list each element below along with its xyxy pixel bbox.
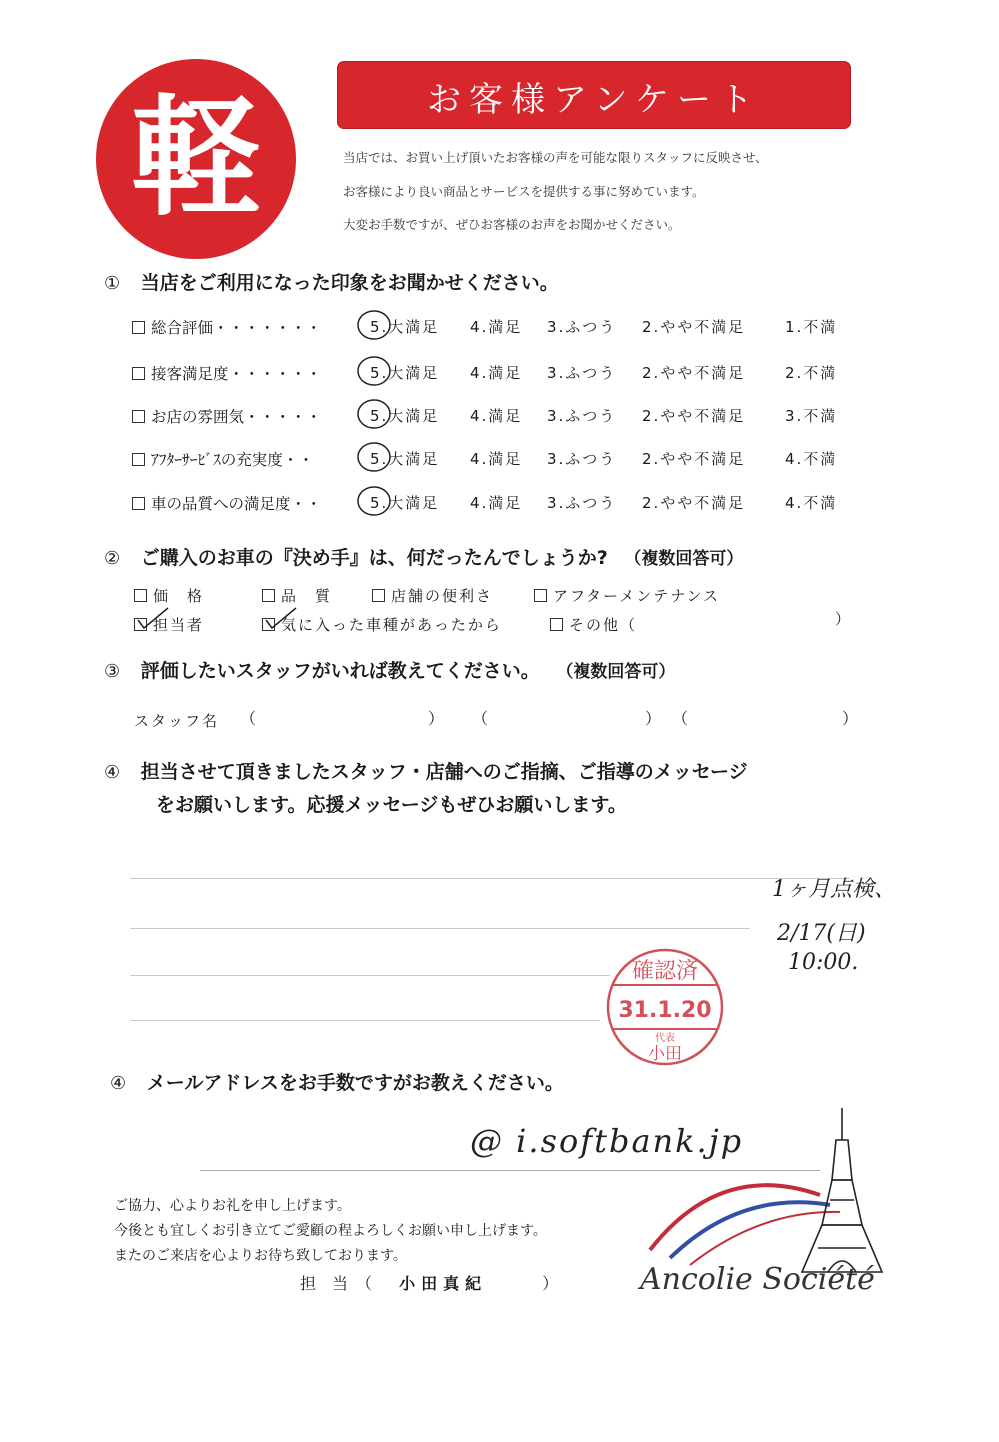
tanto-name: 小田真紀 <box>399 1274 488 1293</box>
q1-row-label-text: 総合評価・・・・・・・ <box>151 319 322 337</box>
q2-opt-staff-label: 担当者 <box>153 616 205 634</box>
checkbox[interactable] <box>132 367 145 380</box>
q1-row-label[interactable] <box>132 362 322 384</box>
check-mark-icon <box>134 606 174 634</box>
q1-option-o2[interactable]: 2.やや不満足 <box>642 407 746 425</box>
q4-line-2: をお願いします。応援メッセージもぜひお願いします。 <box>156 794 627 816</box>
q5-title: メールアドレスをお手数ですがお教えください。 <box>146 1072 564 1094</box>
eiffel-tower-icon <box>802 1108 882 1272</box>
kei-logo <box>92 55 300 263</box>
stamp-date: 31.1.20 <box>618 998 712 1023</box>
stamp-mid: 代表 <box>655 1033 675 1044</box>
q2-opt-other[interactable] <box>550 614 637 635</box>
q4-number: ④ <box>104 762 121 783</box>
message-line <box>130 975 610 976</box>
q1-number: ① <box>104 273 121 294</box>
checkbox[interactable] <box>134 589 147 602</box>
q1-option-o4[interactable]: 4.満足 <box>470 407 523 425</box>
q1-title: 当店をご利用になった印象をお聞かせください。 <box>140 272 559 294</box>
q1-option-o3[interactable]: 3.ふつう <box>547 450 617 468</box>
q4-line-1: 担当させて頂きましたスタッフ・店舗へのご指摘、ご指導のメッセージ <box>140 761 748 783</box>
message-handwriting-2: 2/17(日) <box>777 921 866 946</box>
q1-option-o1[interactable]: 1.不満 <box>785 318 838 336</box>
q5-heading <box>110 1068 564 1095</box>
q1-option-o5[interactable]: 5.大満足 <box>370 364 440 382</box>
q5-number: ④ <box>110 1073 127 1094</box>
q1-option-o2[interactable]: 2.やや不満足 <box>642 364 746 382</box>
q3-title: 評価したいスタッフがいれば教えてください。 <box>140 660 540 682</box>
message-line <box>130 928 750 929</box>
q3-heading <box>104 656 675 683</box>
q1-heading <box>104 268 559 295</box>
q1-option-o1[interactable]: 2.不満 <box>785 364 838 382</box>
q2-opt-convenience[interactable] <box>372 585 493 606</box>
q2-number: ② <box>104 548 121 569</box>
q1-row-label[interactable] <box>132 448 314 470</box>
selected-circle-icon <box>354 308 394 342</box>
q1-option-o3[interactable]: 3.ふつう <box>547 318 617 336</box>
checkbox[interactable] <box>372 589 385 602</box>
q2-opt-price[interactable] <box>134 585 204 606</box>
q1-row-label[interactable] <box>132 405 322 427</box>
staff-paren-close-2: ） <box>645 709 662 728</box>
intro-line-2: お客様により良い商品とサービスを提供する事に努めています。 <box>343 184 705 199</box>
selected-circle-icon <box>354 397 394 431</box>
q1-option-o5[interactable]: 5.大満足 <box>370 318 440 336</box>
brand-name: Ancolie Société <box>640 1262 875 1297</box>
q1-row-label-text: ｱﾌﾀｰｻｰﾋﾞｽの充実度・・ <box>151 451 314 469</box>
intro-line-1: 当店では、お買い上げ頂いたお客様の声を可能な限りスタッフに反映させ、 <box>343 150 768 165</box>
staff-paren-close-3: ） <box>842 709 859 728</box>
q1-option-o3[interactable]: 3.ふつう <box>547 494 617 512</box>
q2-opt-maintenance-label: アフターメンテナンス <box>553 587 721 605</box>
q2-opt-convenience-label: 店舗の便利さ <box>391 587 494 605</box>
q1-option-o4[interactable]: 4.満足 <box>470 364 523 382</box>
q1-option-o2[interactable]: 2.やや不満足 <box>642 494 746 512</box>
q1-row-label-text: お店の雰囲気・・・・・ <box>151 408 322 426</box>
q1-option-o5[interactable]: 5.大満足 <box>370 407 440 425</box>
checkbox[interactable] <box>132 453 145 466</box>
checkbox[interactable] <box>550 618 563 631</box>
checkbox[interactable] <box>132 410 145 423</box>
tanto-label: 担 当 （ <box>300 1274 373 1293</box>
message-handwriting-1: 1ヶ月点検、 <box>772 877 896 902</box>
page-title: お客様アンケート <box>427 80 761 120</box>
intro-line-3: 大変お手数ですが、ぜひお客様のお声をお聞かせください。 <box>343 217 681 232</box>
q1-option-o3[interactable]: 3.ふつう <box>547 407 617 425</box>
q1-option-o4[interactable]: 4.満足 <box>470 318 523 336</box>
q2-other-close: ） <box>835 610 853 628</box>
q1-option-o2[interactable]: 2.やや不満足 <box>642 450 746 468</box>
footer-line-1: ご協力、心よりお礼を申し上げます。 <box>114 1198 351 1214</box>
title-banner <box>338 62 850 128</box>
selected-circle-icon <box>354 354 394 388</box>
q4-heading <box>104 757 748 784</box>
checkbox[interactable] <box>132 497 145 510</box>
q1-row-label-text: 車の品質への満足度・・ <box>151 495 322 513</box>
q1-option-o1[interactable]: 3.不満 <box>785 407 838 425</box>
selected-circle-icon <box>354 440 394 474</box>
q1-option-o2[interactable]: 2.やや不満足 <box>642 318 746 336</box>
kei-logo-char: 軽 <box>130 82 262 234</box>
message-line <box>130 1020 600 1021</box>
q1-option-o4[interactable]: 4.満足 <box>470 494 523 512</box>
message-handwriting-3: 10:00. <box>788 950 859 975</box>
q2-opt-quality[interactable] <box>262 585 332 606</box>
tanto-row <box>300 1271 558 1294</box>
q1-option-o3[interactable]: 3.ふつう <box>547 364 617 382</box>
selected-circle-icon <box>354 484 394 518</box>
q1-option-o4[interactable]: 4.満足 <box>470 450 523 468</box>
message-line <box>130 878 850 879</box>
q2-heading <box>104 543 743 570</box>
staff-paren-open-1: （ <box>240 709 257 728</box>
q2-opt-other-label: その他（ <box>569 616 638 634</box>
checkbox[interactable] <box>132 321 145 334</box>
q2-subtitle: （複数回答可） <box>624 549 744 569</box>
q2-title: ご購入のお車の『決め手』は、何だったんでしょうか? <box>140 547 608 569</box>
staff-paren-close-1: ） <box>428 709 445 728</box>
q2-opt-quality-label: 品 質 <box>281 587 333 605</box>
footer-line-3: またのご来店を心よりお待ち致しております。 <box>114 1248 407 1264</box>
q1-option-o1[interactable]: 4.不満 <box>785 450 838 468</box>
checkbox[interactable] <box>534 589 547 602</box>
stamp-top: 確認済 <box>631 959 699 984</box>
tanto-close: ） <box>542 1274 559 1293</box>
q1-row-label[interactable] <box>132 492 322 514</box>
q1-row-label-text: 接客満足度・・・・・・ <box>151 365 322 383</box>
q2-opt-price-label: 価 格 <box>153 587 205 605</box>
q2-opt-car-label: 気に入った車種があったから <box>281 616 502 634</box>
confirmation-stamp <box>603 945 727 1069</box>
q2-opt-maintenance[interactable] <box>534 585 720 606</box>
q3-number: ③ <box>104 661 121 682</box>
check-mark-icon <box>262 606 302 634</box>
staff-name-label: スタッフ名 <box>134 712 220 730</box>
footer-line-2: 今後とも宜しくお引き立てご愛顧の程よろしくお願い申し上げます。 <box>114 1223 547 1239</box>
staff-paren-open-3: （ <box>672 709 689 728</box>
q1-row-label[interactable] <box>132 316 322 338</box>
q1-option-o1[interactable]: 4.不満 <box>785 494 838 512</box>
email-handwriting: @ i.softbank.jp <box>470 1122 744 1160</box>
stamp-name: 小田 <box>648 1044 682 1064</box>
checkbox[interactable] <box>262 589 275 602</box>
staff-paren-open-2: （ <box>472 709 489 728</box>
q1-option-o5[interactable]: 5.大満足 <box>370 494 440 512</box>
q1-option-o5[interactable]: 5.大満足 <box>370 450 440 468</box>
q3-subtitle: （複数回答可） <box>556 662 676 682</box>
